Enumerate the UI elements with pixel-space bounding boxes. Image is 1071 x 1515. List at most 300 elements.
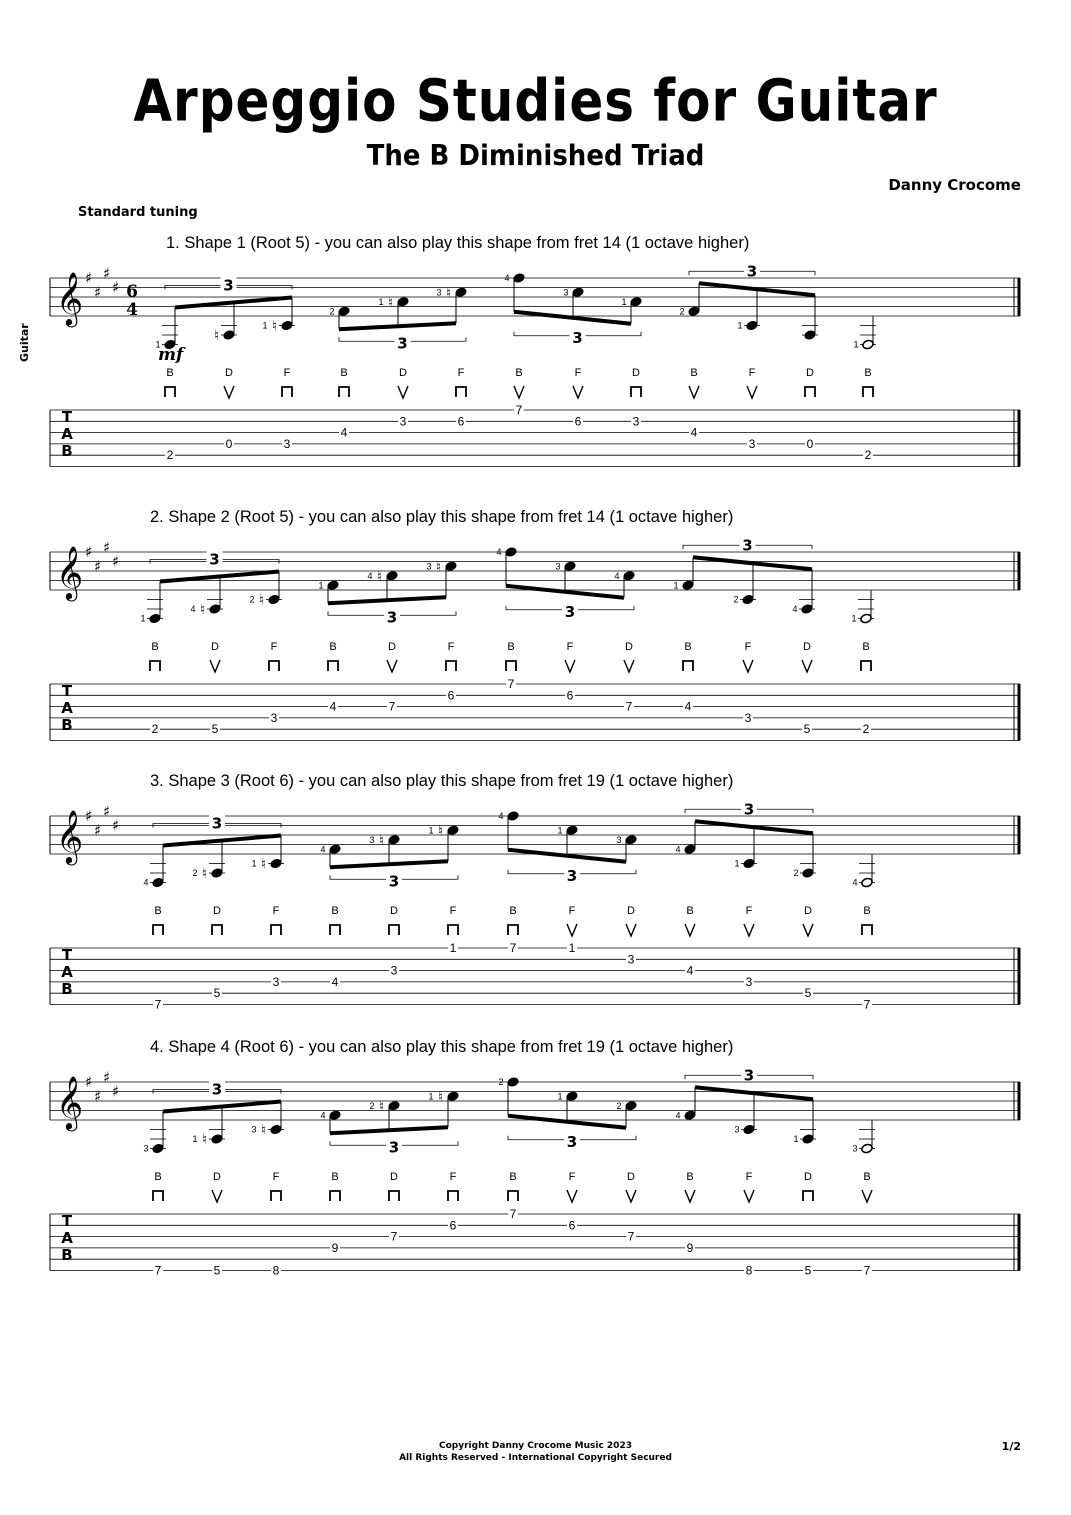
downstroke-icon — [165, 387, 175, 397]
note-head — [566, 1091, 578, 1102]
note-head — [388, 834, 400, 845]
natural-sign-icon: ♮ — [438, 1089, 444, 1106]
composer: Danny Crocome — [888, 176, 1021, 194]
note-head — [270, 1124, 282, 1135]
note-head — [742, 594, 754, 605]
fret-number: 7 — [154, 997, 162, 1012]
fret-number: 2 — [864, 448, 872, 463]
system-3 — [0, 776, 1071, 1016]
fret-number: 4 — [684, 699, 692, 714]
page-number: 1/2 — [1001, 1440, 1021, 1453]
note-name: D — [388, 641, 396, 653]
tuplet-label: 3 — [209, 550, 220, 569]
downstroke-icon — [271, 1191, 281, 1201]
natural-sign-icon: ♮ — [272, 318, 278, 335]
note-name: D — [213, 905, 221, 917]
fret-number: 2 — [166, 448, 174, 463]
fret-number: 3 — [632, 414, 640, 429]
fingering-number: 1 — [734, 858, 740, 869]
key-sharp-icon: ♯ — [103, 1068, 111, 1087]
note-name: D — [211, 641, 219, 653]
natural-sign-icon: ♮ — [438, 823, 444, 840]
tab-clef-letter: A — [61, 963, 73, 981]
note-head — [455, 287, 467, 298]
downstroke-icon — [339, 387, 349, 397]
treble-clef-icon: 𝄞 — [56, 1075, 84, 1129]
fret-number: 5 — [213, 986, 221, 1001]
tab-clef-letter: A — [61, 699, 73, 717]
note-name: B — [331, 1171, 339, 1183]
note-name: F — [272, 905, 280, 917]
note-name: B — [690, 367, 698, 379]
note-head — [746, 320, 758, 331]
fret-number: 3 — [748, 436, 756, 451]
downstroke-icon — [456, 387, 466, 397]
upstroke-icon — [573, 386, 583, 398]
downstroke-icon — [683, 661, 693, 671]
downstroke-icon — [282, 387, 292, 397]
fret-number: 6 — [566, 688, 574, 703]
downstroke-icon — [328, 661, 338, 671]
fingering-number: 2 — [679, 306, 685, 317]
natural-sign-icon: ♮ — [202, 1132, 208, 1148]
tab-clef-letter: B — [61, 442, 73, 460]
note-head — [564, 561, 576, 572]
copyright-footer — [0, 1440, 1071, 1464]
tuplet-label: 3 — [564, 602, 576, 621]
natural-sign-icon: ♮ — [436, 559, 442, 576]
note-name: D — [627, 1171, 635, 1183]
tuplet-label: 3 — [743, 1066, 755, 1085]
natural-sign-icon: ♮ — [377, 568, 383, 585]
fret-number: 0 — [806, 436, 814, 451]
fret-number: 9 — [686, 1240, 694, 1255]
upstroke-icon — [626, 1190, 636, 1202]
natural-sign-icon: ♮ — [379, 1098, 385, 1115]
downstroke-icon — [153, 1191, 163, 1201]
upstroke-icon — [802, 660, 812, 672]
downstroke-icon — [506, 661, 516, 671]
fingering-number: 4 — [496, 547, 502, 557]
fret-number: 3 — [270, 710, 278, 725]
note-head — [211, 868, 223, 879]
note-name: B — [686, 1171, 694, 1183]
downstroke-icon — [448, 925, 458, 935]
dynamic-marking: mf — [158, 345, 184, 365]
note-head — [625, 834, 637, 845]
upstroke-icon — [744, 924, 754, 936]
fret-number: 5 — [803, 722, 811, 737]
tuplet-label: 3 — [211, 814, 223, 833]
note-head — [572, 287, 584, 298]
note-name: D — [225, 367, 233, 379]
tuplet-label: 3 — [388, 872, 400, 891]
upstroke-icon — [514, 386, 524, 398]
key-sharp-icon: ♯ — [103, 264, 111, 283]
fret-number: 6 — [447, 688, 455, 703]
downstroke-icon — [448, 1191, 458, 1201]
downstroke-icon — [389, 1191, 399, 1201]
note-name: F — [568, 1171, 576, 1183]
upstroke-icon — [685, 924, 695, 936]
fingering-number: 4 — [498, 811, 504, 821]
tuplet-label: 3 — [386, 608, 398, 627]
note-name: D — [627, 905, 635, 917]
note-head — [684, 1110, 696, 1121]
fingering-number: 3 — [251, 1124, 257, 1135]
note-head — [802, 1134, 814, 1145]
fingering-number: 1 — [192, 1134, 198, 1144]
downstroke-icon — [803, 1191, 813, 1201]
page-title: Arpeggio Studies for Guitar — [133, 67, 938, 135]
note-head — [682, 580, 694, 591]
fret-number: 4 — [331, 974, 339, 989]
note-name: F — [457, 367, 465, 379]
downstroke-icon — [863, 387, 873, 397]
fret-number: 3 — [627, 952, 635, 967]
fret-number: 3 — [272, 974, 280, 989]
fret-number: 6 — [457, 414, 465, 429]
note-name: F — [283, 367, 291, 379]
tab-clef-letter: T — [61, 946, 73, 964]
note-name: F — [449, 1171, 457, 1183]
fingering-number: 1 — [378, 296, 384, 307]
note-name: B — [864, 367, 872, 379]
fingering-number: 4 — [852, 877, 858, 888]
fret-number: 5 — [804, 986, 812, 1001]
note-name: D — [213, 1171, 221, 1183]
upstroke-icon — [689, 386, 699, 398]
key-sharp-icon: ♯ — [85, 543, 93, 561]
key-sharp-icon: ♯ — [94, 283, 102, 302]
tuplet-label: 3 — [566, 1132, 578, 1151]
fret-number: 7 — [388, 699, 396, 714]
fingering-number: 4 — [675, 844, 681, 855]
note-name: B — [515, 367, 523, 379]
note-head — [327, 580, 339, 591]
note-head — [281, 320, 293, 331]
note-name: B — [863, 1171, 871, 1183]
note-head — [149, 613, 161, 624]
tuplet-label: 3 — [746, 262, 758, 281]
downstroke-icon — [330, 1191, 340, 1201]
fret-number: 7 — [390, 1229, 398, 1244]
fingering-number: 2 — [498, 1077, 504, 1087]
note-head — [270, 858, 282, 869]
fret-number: 7 — [154, 1263, 162, 1278]
note-head — [507, 811, 519, 822]
note-name: B — [340, 367, 348, 379]
fret-number: 7 — [625, 699, 633, 714]
fingering-number: 1 — [140, 613, 146, 624]
fingering-number: 1 — [428, 1091, 434, 1102]
note-name: F — [447, 641, 455, 653]
natural-sign-icon: ♮ — [261, 856, 267, 873]
upstroke-icon — [567, 1190, 577, 1202]
rights-line: All Rights Reserved - International Copyright Secured — [399, 1453, 672, 1463]
upstroke-icon — [624, 660, 634, 672]
note-head — [329, 844, 341, 855]
downstroke-icon — [330, 925, 340, 935]
note-head — [625, 1100, 637, 1111]
note-name: B — [154, 905, 162, 917]
key-sharp-icon: ♯ — [94, 1087, 102, 1106]
fret-number: 7 — [515, 403, 523, 417]
note-head — [801, 604, 813, 615]
fingering-number: 1 — [737, 320, 743, 331]
note-name: F — [270, 641, 278, 653]
fingering-number: 1 — [557, 825, 563, 836]
fingering-number: 3 — [143, 1143, 149, 1154]
fret-number: 3 — [283, 436, 291, 451]
key-sharp-icon: ♯ — [85, 807, 93, 825]
fingering-number: 4 — [614, 570, 620, 581]
fret-number: 3 — [399, 414, 407, 429]
time-signature-bottom: 4 — [126, 300, 138, 320]
downstroke-icon — [271, 925, 281, 935]
note-name: F — [748, 367, 756, 379]
fret-number: 3 — [390, 963, 398, 978]
fingering-number: 2 — [329, 306, 335, 317]
note-head — [447, 1091, 459, 1102]
note-name: D — [625, 641, 633, 653]
tuplet-label: 3 — [397, 334, 408, 353]
upstroke-icon — [803, 924, 813, 936]
note-head — [623, 570, 635, 581]
key-sharp-icon: ♯ — [112, 278, 120, 297]
half-note — [862, 339, 874, 350]
upstroke-icon — [387, 660, 397, 672]
natural-sign-icon: ♮ — [214, 328, 220, 344]
fingering-number: 1 — [428, 825, 434, 836]
shape-title: 1. Shape 1 (Root 5) - you can also play this shape from fret 14 (1 octave higher) — [166, 234, 750, 252]
note-head — [152, 1143, 164, 1154]
note-head — [743, 858, 755, 869]
upstroke-icon — [685, 1190, 695, 1202]
fingering-number: 2 — [793, 868, 799, 878]
note-head — [211, 1134, 223, 1145]
fingering-number: 3 — [563, 287, 569, 298]
note-name: D — [804, 905, 812, 917]
fingering-number: 1 — [262, 320, 268, 331]
system-2 — [0, 512, 1071, 752]
tuplet-label: 3 — [388, 1138, 400, 1157]
upstroke-icon — [743, 660, 753, 672]
note-name: B — [684, 641, 692, 653]
note-head — [329, 1110, 341, 1121]
key-sharp-icon: ♯ — [112, 1082, 120, 1101]
tab-clef-letter: B — [61, 1246, 73, 1264]
fingering-number: 3 — [734, 1124, 740, 1135]
shape-title: 3. Shape 3 (Root 6) - you can also play this shape from fret 19 (1 octave higher) — [150, 772, 734, 790]
note-head — [223, 330, 235, 341]
fingering-number: 3 — [555, 561, 561, 572]
note-head — [507, 1077, 519, 1088]
note-name: B — [166, 367, 174, 379]
fingering-number: 1 — [853, 339, 859, 350]
treble-clef-icon: 𝄞 — [56, 271, 84, 325]
tab-clef-letter: T — [61, 682, 73, 700]
note-name: B — [329, 641, 337, 653]
half-note — [861, 1143, 873, 1154]
fret-number: 5 — [804, 1263, 812, 1278]
downstroke-icon — [805, 387, 815, 397]
tab-clef-letter: B — [61, 980, 73, 998]
downstroke-icon — [153, 925, 163, 935]
copyright-line: Copyright Danny Crocome Music 2023 — [439, 1441, 632, 1451]
note-name: B — [862, 641, 870, 653]
note-head — [802, 868, 814, 879]
note-head — [397, 296, 409, 307]
fingering-number: 2 — [616, 1100, 622, 1111]
note-name: F — [449, 905, 457, 917]
fret-number: 4 — [329, 699, 337, 714]
fingering-number: 4 — [367, 570, 373, 581]
note-name: F — [566, 641, 574, 653]
downstroke-icon — [862, 925, 872, 935]
fingering-number: 2 — [249, 594, 255, 605]
downstroke-icon — [446, 661, 456, 671]
note-name: D — [806, 367, 814, 379]
downstroke-icon — [631, 387, 641, 397]
fingering-number: 4 — [675, 1110, 681, 1121]
fingering-number: 4 — [143, 877, 149, 888]
fret-number: 5 — [211, 722, 219, 737]
fingering-number: 2 — [192, 868, 198, 878]
upstroke-icon — [212, 1190, 222, 1202]
note-name: B — [863, 905, 871, 917]
upstroke-icon — [747, 386, 757, 398]
fret-number: 7 — [509, 941, 517, 955]
fret-number: 6 — [574, 414, 582, 429]
tuplet-label: 3 — [743, 800, 755, 819]
note-head — [386, 570, 398, 581]
instrument-label: Guitar — [18, 323, 31, 362]
fret-number: 7 — [507, 677, 515, 691]
natural-sign-icon: ♮ — [259, 592, 265, 609]
fret-number: 7 — [863, 997, 871, 1012]
shape-title: 2. Shape 2 (Root 5) - you can also play this shape from fret 14 (1 octave higher) — [150, 508, 734, 526]
fret-number: 1 — [568, 941, 576, 955]
tuplet-label: 3 — [742, 536, 753, 555]
fret-number: 9 — [331, 1240, 339, 1255]
key-sharp-icon: ♯ — [103, 538, 111, 557]
fret-number: 8 — [272, 1263, 280, 1278]
fingering-number: 3 — [616, 834, 622, 845]
fingering-number: 4 — [190, 604, 196, 614]
natural-sign-icon: ♮ — [446, 285, 452, 302]
tuning-label: Standard tuning — [78, 205, 198, 220]
fret-number: 4 — [686, 963, 694, 978]
fret-number: 6 — [568, 1218, 576, 1233]
tab-clef-letter: B — [61, 716, 73, 734]
time-signature-top: 6 — [126, 282, 138, 302]
upstroke-icon — [744, 1190, 754, 1202]
note-name: B — [509, 905, 517, 917]
note-head — [209, 604, 221, 615]
note-head — [338, 306, 350, 317]
key-sharp-icon: ♯ — [112, 552, 120, 571]
fingering-number: 3 — [426, 561, 432, 572]
upstroke-icon — [862, 1190, 872, 1202]
note-head — [630, 296, 642, 307]
note-name: B — [507, 641, 515, 653]
fingering-number: 3 — [369, 834, 375, 845]
note-head — [505, 547, 517, 558]
key-sharp-icon: ♯ — [85, 269, 93, 287]
fret-number: 5 — [213, 1263, 221, 1278]
fingering-number: 4 — [320, 844, 326, 855]
note-head — [445, 561, 457, 572]
note-head — [804, 330, 816, 341]
natural-sign-icon: ♮ — [388, 294, 394, 311]
fret-number: 1 — [449, 941, 457, 955]
note-head — [743, 1124, 755, 1135]
shape-title: 4. Shape 4 (Root 6) - you can also play this shape from fret 19 (1 octave higher) — [150, 1038, 734, 1056]
key-sharp-icon: ♯ — [85, 1073, 93, 1091]
fret-number: 8 — [745, 1263, 753, 1278]
note-name: F — [744, 641, 752, 653]
fret-number: 3 — [745, 974, 753, 989]
note-name: D — [399, 367, 407, 379]
tuplet-label: 3 — [566, 866, 578, 885]
fingering-number: 2 — [369, 1100, 375, 1111]
fret-number: 7 — [509, 1207, 517, 1221]
fingering-number: 4 — [792, 604, 798, 614]
tab-clef-letter: A — [61, 425, 73, 443]
note-name: F — [568, 905, 576, 917]
note-head — [684, 844, 696, 855]
note-head — [447, 825, 459, 836]
downstroke-icon — [212, 925, 222, 935]
fingering-number: 1 — [155, 339, 161, 350]
note-head — [513, 273, 525, 284]
treble-clef-icon: 𝄞 — [56, 545, 84, 599]
downstroke-icon — [389, 925, 399, 935]
note-name: B — [331, 905, 339, 917]
note-name: F — [745, 905, 753, 917]
fingering-number: 4 — [504, 273, 510, 283]
fingering-number: 1 — [621, 296, 627, 307]
upstroke-icon — [567, 924, 577, 936]
tab-clef-letter: A — [61, 1229, 73, 1247]
key-sharp-icon: ♯ — [103, 802, 111, 821]
fret-number: 7 — [863, 1263, 871, 1278]
fingering-number: 1 — [318, 580, 324, 591]
key-sharp-icon: ♯ — [112, 816, 120, 835]
natural-sign-icon: ♮ — [261, 1122, 267, 1139]
fingering-number: 2 — [733, 594, 739, 605]
key-sharp-icon: ♯ — [94, 557, 102, 576]
upstroke-icon — [224, 386, 234, 398]
note-name: F — [574, 367, 582, 379]
note-name: F — [272, 1171, 280, 1183]
downstroke-icon — [861, 661, 871, 671]
half-note — [861, 877, 873, 888]
fingering-number: 1 — [851, 613, 857, 624]
natural-sign-icon: ♮ — [200, 602, 206, 618]
note-name: B — [151, 641, 159, 653]
note-name: D — [390, 905, 398, 917]
downstroke-icon — [508, 1191, 518, 1201]
note-name: D — [390, 1171, 398, 1183]
note-name: D — [803, 641, 811, 653]
fret-number: 4 — [340, 425, 348, 440]
tuplet-label: 3 — [211, 1080, 223, 1099]
downstroke-icon — [150, 661, 160, 671]
page-subtitle: The B Diminished Triad — [366, 139, 705, 173]
note-head — [388, 1100, 400, 1111]
